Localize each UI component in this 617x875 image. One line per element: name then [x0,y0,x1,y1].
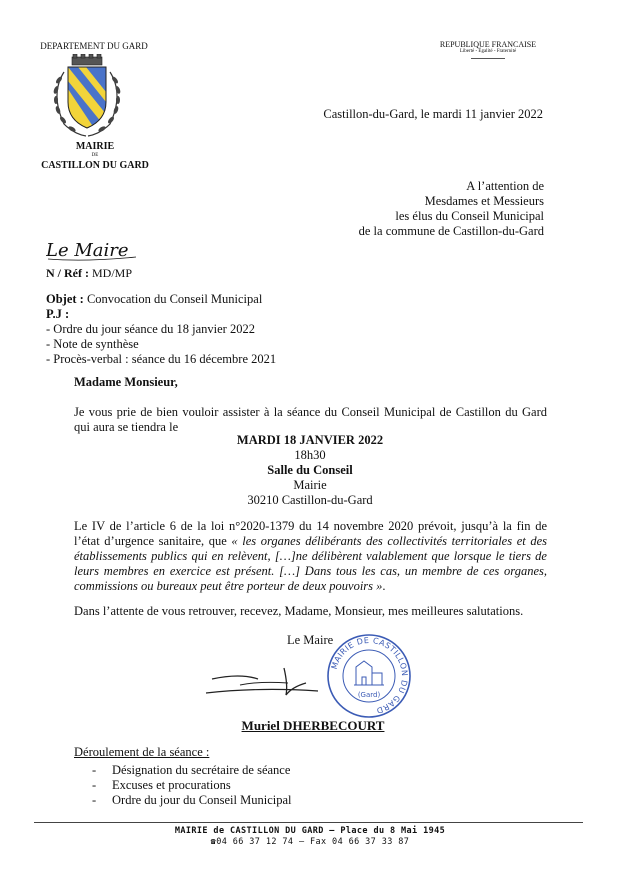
mairie-label: MAIRIE [75,141,115,152]
footer-divider [34,822,583,823]
law-intro-text: Le IV de l’article 6 de la loi n°2020-1379 du 14 novembre 2020 prévoit, jusqu’à la fin de l’état d’urgence sanitaire, que [74,519,547,548]
footer-address: MAIRIE de CASTILLON DU GARD – Place du 8 Mai 1945 [174,826,446,836]
recipient-line: les élus du Conseil Municipal [395,209,544,223]
signer-name: Muriel DHERBECOURT [241,718,385,733]
closing-paragraph: Dans l’attente de vous retrouver, recevez, Madame, Monsieur, mes meilleures salutations. [74,604,524,618]
republic-header [418,40,558,59]
meeting-room: Salle du Conseil [267,463,353,477]
svg-text:MAIRIE DE CASTILLON DU GARD [330,636,409,715]
agenda-item: - Désignation du secrétaire de séance [92,763,291,777]
recipient-line: de la commune de Castillon-du-Gard [358,224,544,238]
coat-of-arms-icon [46,54,128,140]
meeting-city: 30210 Castillon-du-Gard [247,493,373,507]
attachment-item: - Procès-verbal : séance du 16 décembre 2021 [46,352,277,366]
mairie-de-label: DE [91,153,99,158]
date-line: Castillon-du-Gard, le mardi 11 janvier 2022 [323,107,543,121]
commune-name: CASTILLON DU GARD [41,160,149,171]
recipient-line: Mesdames et Messieurs [424,194,544,208]
attachment-item: - Ordre du jour séance du 18 janvier 2022 [46,322,255,336]
agenda-item-label: Désignation du secrétaire de séance [112,763,291,777]
republic-label: REPUBLIQUE FRANCAISE [439,40,537,49]
meeting-time: 18h30 [294,448,326,462]
footer [120,826,500,848]
law-paragraph [74,519,547,594]
stamp-bottom-text: (Gard) [357,691,381,699]
law-end: . [382,579,386,593]
mairie-name-block [30,141,160,171]
agenda-item: - Excuses et procurations [92,778,231,792]
reference-value: MD/MP [91,266,132,280]
stamp-text: MAIRIE DE CASTILLON DU GARD [329,635,410,716]
reference-label: N / Réf : [46,266,92,280]
meeting-date: MARDI 18 JANVIER 2022 [236,433,384,447]
objet-value: Convocation du Conseil Municipal [86,292,263,306]
agenda-list [74,763,474,808]
republic-motto: Liberté - Égalité - Fraternité [459,49,517,54]
official-stamp [326,633,412,719]
intro-paragraph: Je vous prie de bien vouloir assister à la séance du Conseil Municipal de Castillon du Gard qui aura se tiendra le [74,405,547,434]
salutation: Madame Monsieur, [74,375,178,389]
department-name: DEPARTEMENT DU GARD [40,41,148,51]
attachment-item: - Note de synthèse [46,337,139,351]
le-maire-script-text: Le Maire [46,240,129,261]
handwritten-signature [200,665,320,699]
reference-line [46,266,246,281]
le-maire-script-logo [46,238,156,262]
footer-phone: ☎04 66 37 12 74 – Fax 04 66 37 33 87 [210,837,410,847]
agenda-item-label: Excuses et procurations [112,778,231,792]
objet-label: Objet : [46,292,87,306]
law-quote: « les organes délibérants des collectivités territoriales et des établissements publics qui en relèvent, […]ne délibèrent valablement que lorsque le tiers de leurs membres en exercice est présent. […] Dans tous les cas, un membre de ces organes, commissions ou bureaux peut être porteur de deux pouvoirs » [74,534,547,593]
recipient-block [224,179,544,239]
agenda-item: - Ordre du jour du Conseil Municipal [92,793,292,807]
pj-label: P.J : [46,307,70,321]
agenda-item-label: Ordre du jour du Conseil Municipal [112,793,292,807]
objet-block [46,292,446,367]
agenda-title: Déroulement de la séance : [74,745,210,759]
meeting-details [150,433,470,508]
meeting-place: Mairie [293,478,327,492]
signer-title: Le Maire [287,633,334,647]
republic-divider [471,58,505,59]
recipient-line: A l’attention de [466,179,544,193]
